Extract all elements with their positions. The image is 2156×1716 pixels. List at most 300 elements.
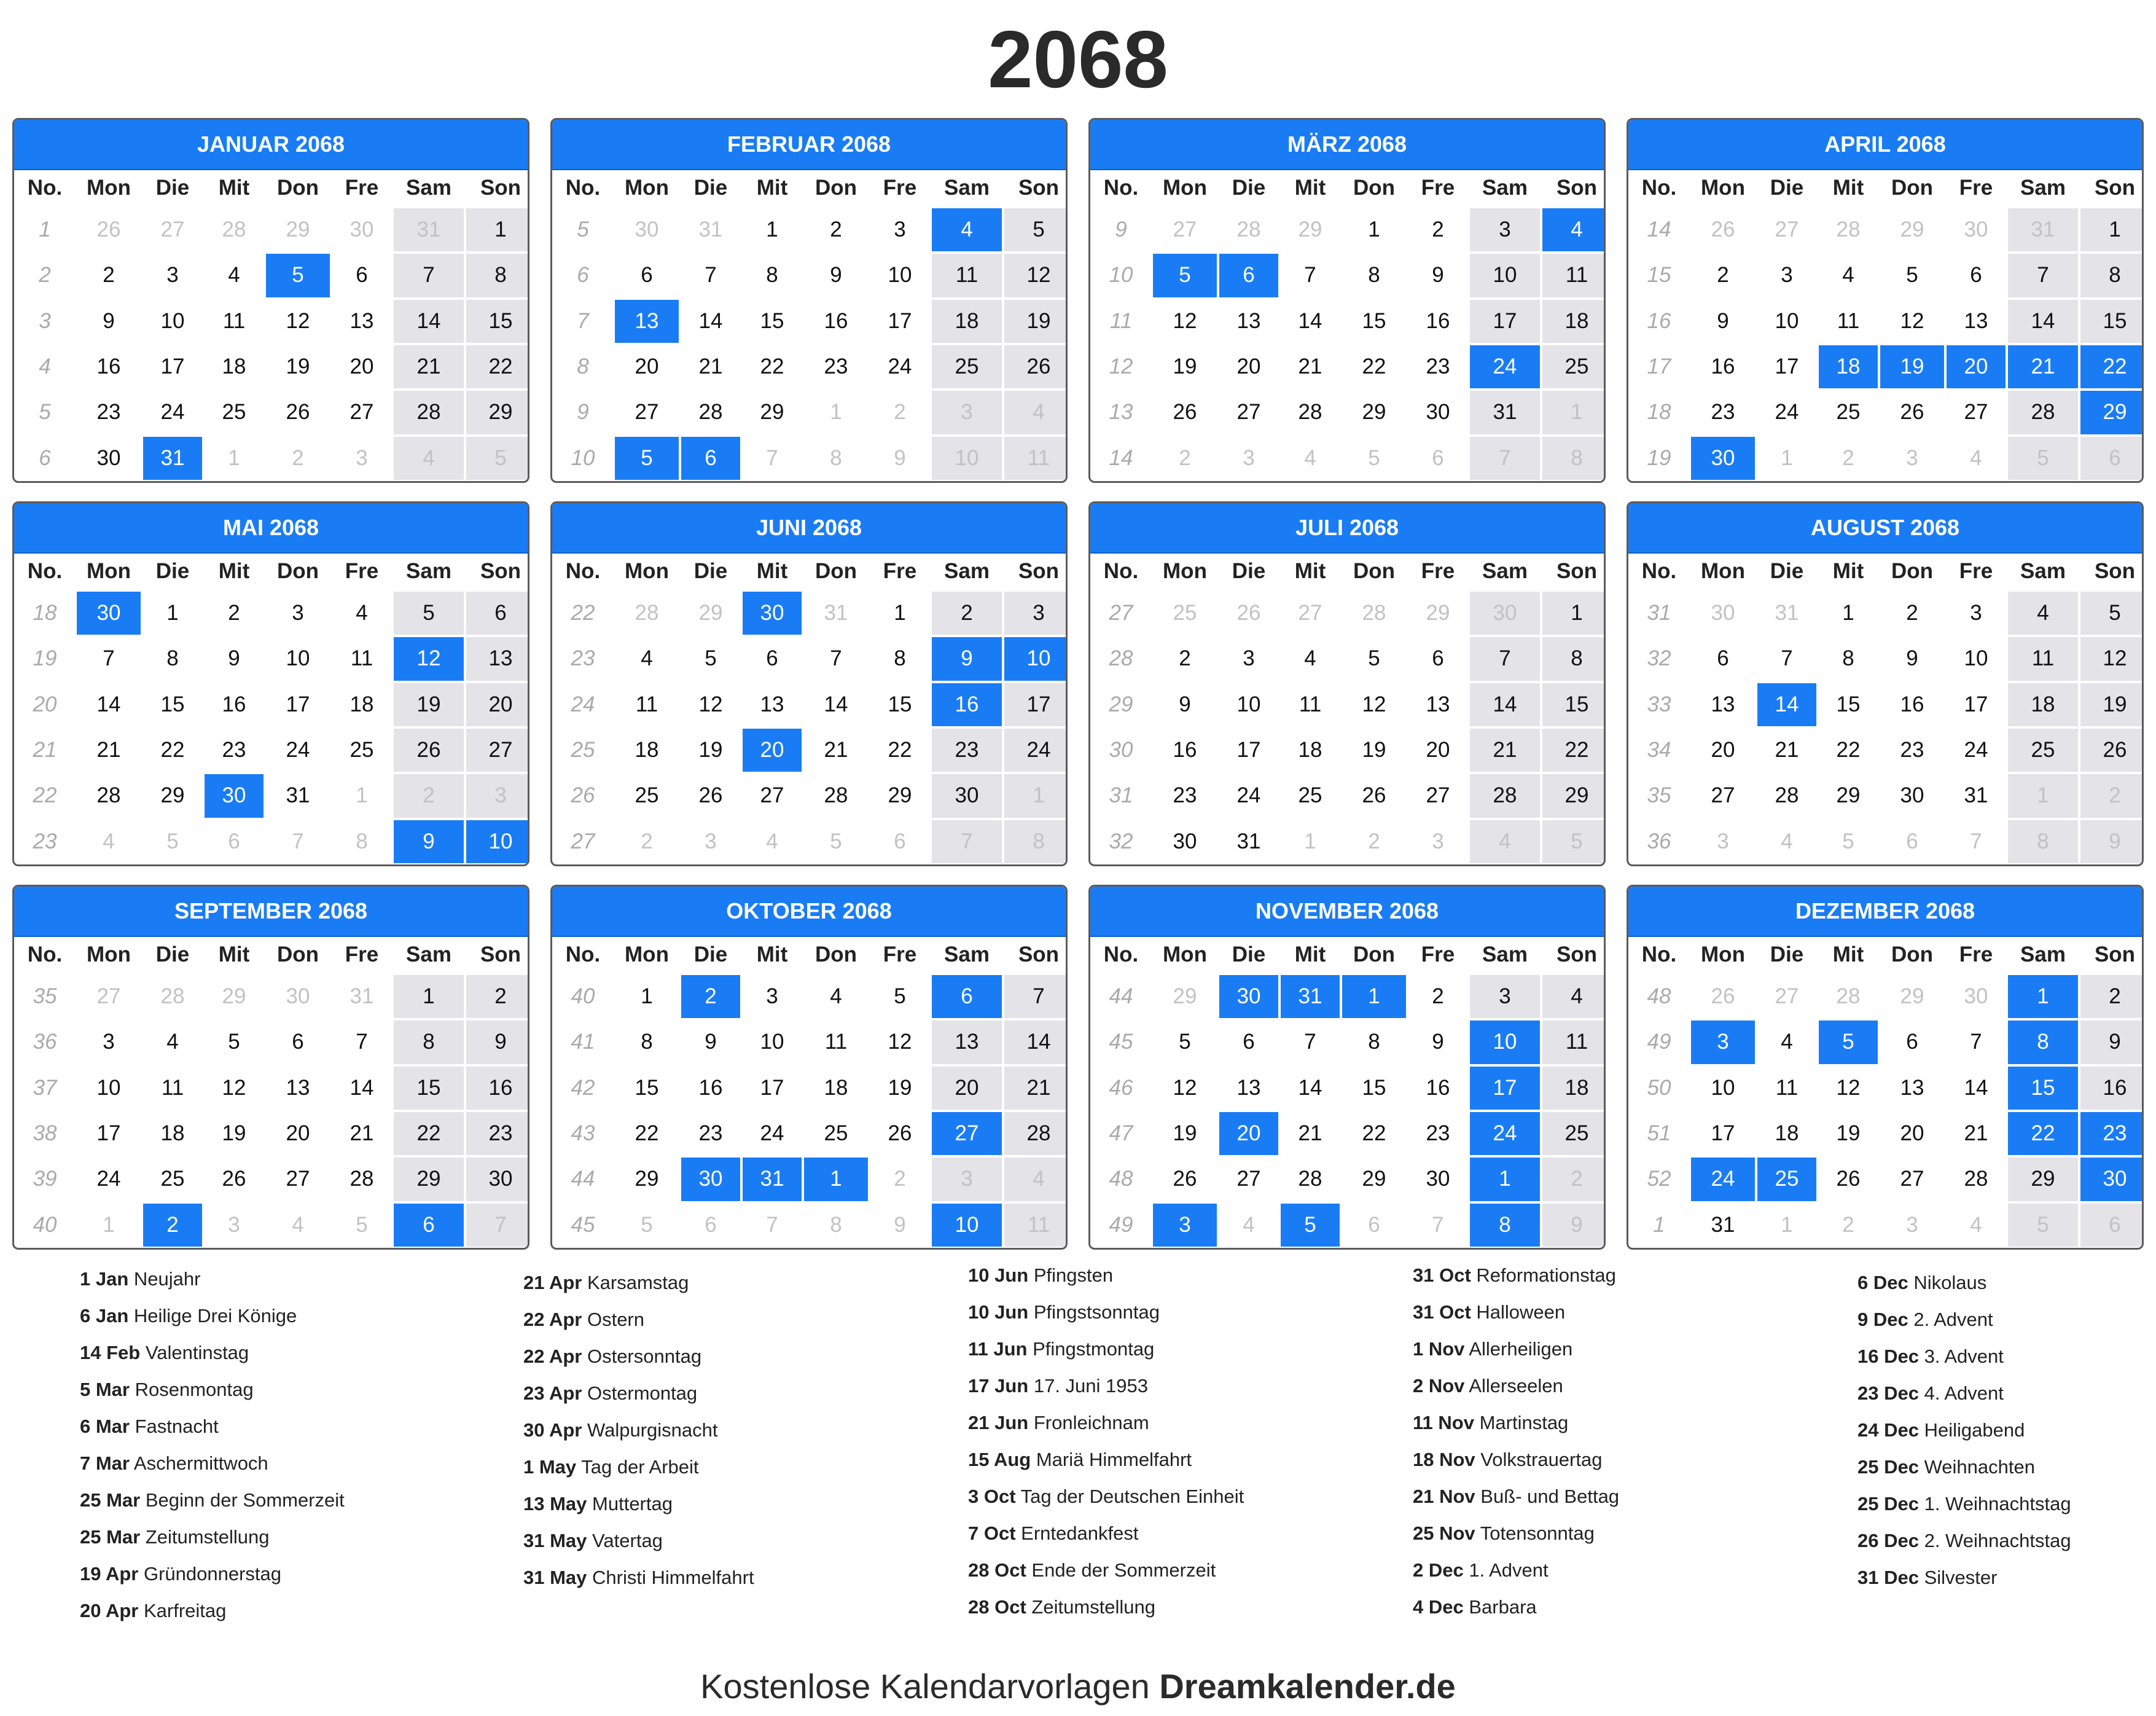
day-cell[interactable]: 8	[1819, 637, 1878, 680]
day-cell[interactable]: 14	[1757, 683, 1816, 726]
day-cell[interactable]: 27	[1947, 391, 2006, 434]
day-cell[interactable]: 23	[1408, 1112, 1467, 1155]
day-cell[interactable]: 21	[1947, 1112, 2006, 1155]
day-cell[interactable]: 9	[681, 1021, 740, 1064]
day-cell[interactable]: 3	[332, 437, 391, 480]
day-cell[interactable]: 25	[1542, 345, 1606, 388]
day-cell[interactable]: 1	[743, 208, 802, 251]
day-cell[interactable]: 30	[332, 208, 391, 251]
day-cell[interactable]: 8	[615, 1021, 679, 1064]
day-cell[interactable]: 3	[870, 208, 929, 251]
day-cell[interactable]: 15	[743, 300, 802, 343]
day-cell[interactable]: 13	[266, 1067, 330, 1110]
day-cell[interactable]: 7	[743, 1204, 802, 1247]
day-cell[interactable]: 8	[2080, 254, 2144, 297]
day-cell[interactable]: 22	[394, 1112, 464, 1155]
day-cell[interactable]: 21	[681, 345, 740, 388]
day-cell[interactable]: 5	[2008, 437, 2078, 480]
day-cell[interactable]: 25	[1757, 1158, 1816, 1201]
day-cell[interactable]: 1	[1542, 592, 1606, 635]
day-cell[interactable]: 13	[1947, 300, 2006, 343]
day-cell[interactable]: 20	[466, 683, 529, 726]
day-cell[interactable]: 1	[1470, 1158, 1540, 1201]
day-cell[interactable]: 3	[1470, 975, 1540, 1018]
day-cell[interactable]: 8	[332, 820, 391, 863]
day-cell[interactable]: 30	[2080, 1158, 2144, 1201]
day-cell[interactable]: 17	[77, 1112, 141, 1155]
day-cell[interactable]: 11	[804, 1021, 868, 1064]
day-cell[interactable]: 1	[394, 975, 464, 1018]
day-cell[interactable]: 15	[2008, 1067, 2078, 1110]
day-cell[interactable]: 2	[1819, 437, 1878, 480]
day-cell[interactable]: 19	[681, 729, 740, 772]
day-cell[interactable]: 6	[1408, 437, 1467, 480]
day-cell[interactable]: 21	[1470, 729, 1540, 772]
day-cell[interactable]: 6	[1219, 1021, 1278, 1064]
day-cell[interactable]: 10	[743, 1021, 802, 1064]
day-cell[interactable]: 11	[332, 637, 391, 680]
day-cell[interactable]: 29	[870, 774, 929, 817]
day-cell[interactable]: 1	[1819, 592, 1878, 635]
day-cell[interactable]: 27	[1691, 774, 1755, 817]
day-cell[interactable]: 9	[205, 637, 264, 680]
day-cell[interactable]: 12	[266, 300, 330, 343]
day-cell[interactable]: 29	[1880, 208, 1944, 251]
day-cell[interactable]: 3	[466, 774, 529, 817]
day-cell[interactable]: 1	[2008, 774, 2078, 817]
day-cell[interactable]: 30	[743, 592, 802, 635]
day-cell[interactable]: 3	[1004, 592, 1068, 635]
day-cell[interactable]: 19	[2080, 683, 2144, 726]
day-cell[interactable]: 30	[1408, 1158, 1467, 1201]
day-cell[interactable]: 11	[205, 300, 264, 343]
day-cell[interactable]: 16	[681, 1067, 740, 1110]
day-cell[interactable]: 31	[681, 208, 740, 251]
day-cell[interactable]: 20	[615, 345, 679, 388]
day-cell[interactable]: 15	[2080, 300, 2144, 343]
day-cell[interactable]: 13	[615, 300, 679, 343]
day-cell[interactable]: 16	[77, 345, 141, 388]
day-cell[interactable]: 15	[615, 1067, 679, 1110]
day-cell[interactable]: 3	[205, 1204, 264, 1247]
day-cell[interactable]: 28	[1342, 592, 1406, 635]
day-cell[interactable]: 21	[804, 729, 868, 772]
day-cell[interactable]: 12	[2080, 637, 2144, 680]
day-cell[interactable]: 29	[1542, 774, 1606, 817]
day-cell[interactable]: 30	[1408, 391, 1467, 434]
day-cell[interactable]: 25	[2008, 729, 2078, 772]
day-cell[interactable]: 21	[1004, 1067, 1068, 1110]
day-cell[interactable]: 24	[1947, 729, 2006, 772]
day-cell[interactable]: 30	[1470, 592, 1540, 635]
day-cell[interactable]: 16	[2080, 1067, 2144, 1110]
day-cell[interactable]: 8	[743, 254, 802, 297]
day-cell[interactable]: 13	[932, 1021, 1002, 1064]
day-cell[interactable]: 6	[615, 254, 679, 297]
day-cell[interactable]: 16	[1691, 345, 1755, 388]
day-cell[interactable]: 7	[932, 820, 1002, 863]
day-cell[interactable]: 18	[1542, 300, 1606, 343]
day-cell[interactable]: 5	[143, 820, 202, 863]
day-cell[interactable]: 19	[266, 345, 330, 388]
day-cell[interactable]: 27	[615, 391, 679, 434]
day-cell[interactable]: 31	[2008, 208, 2078, 251]
day-cell[interactable]: 3	[1880, 437, 1944, 480]
day-cell[interactable]: 12	[870, 1021, 929, 1064]
day-cell[interactable]: 5	[1542, 820, 1606, 863]
day-cell[interactable]: 29	[681, 592, 740, 635]
day-cell[interactable]: 20	[1947, 345, 2006, 388]
day-cell[interactable]: 13	[332, 300, 391, 343]
day-cell[interactable]: 31	[332, 975, 391, 1018]
day-cell[interactable]: 10	[1004, 637, 1068, 680]
day-cell[interactable]: 13	[1219, 1067, 1278, 1110]
day-cell[interactable]: 10	[870, 254, 929, 297]
day-cell[interactable]: 23	[1153, 774, 1217, 817]
day-cell[interactable]: 5	[466, 437, 529, 480]
day-cell[interactable]: 6	[1880, 820, 1944, 863]
day-cell[interactable]: 27	[77, 975, 141, 1018]
day-cell[interactable]: 15	[1342, 1067, 1406, 1110]
day-cell[interactable]: 24	[870, 345, 929, 388]
day-cell[interactable]: 20	[932, 1067, 1002, 1110]
day-cell[interactable]: 16	[932, 683, 1002, 726]
day-cell[interactable]: 11	[1004, 437, 1068, 480]
day-cell[interactable]: 11	[615, 683, 679, 726]
day-cell[interactable]: 27	[266, 1158, 330, 1201]
day-cell[interactable]: 14	[1004, 1021, 1068, 1064]
day-cell[interactable]: 5	[870, 975, 929, 1018]
day-cell[interactable]: 14	[394, 300, 464, 343]
day-cell[interactable]: 29	[2008, 1158, 2078, 1201]
day-cell[interactable]: 1	[205, 437, 264, 480]
day-cell[interactable]: 11	[1542, 1021, 1606, 1064]
day-cell[interactable]: 17	[1470, 1067, 1540, 1110]
day-cell[interactable]: 2	[2080, 975, 2144, 1018]
day-cell[interactable]: 5	[266, 254, 330, 297]
day-cell[interactable]: 22	[143, 729, 202, 772]
day-cell[interactable]: 6	[681, 437, 740, 480]
day-cell[interactable]: 4	[804, 975, 868, 1018]
day-cell[interactable]: 9	[1542, 1204, 1606, 1247]
day-cell[interactable]: 25	[143, 1158, 202, 1201]
day-cell[interactable]: 7	[1281, 254, 1340, 297]
day-cell[interactable]: 29	[266, 208, 330, 251]
day-cell[interactable]: 18	[1542, 1067, 1606, 1110]
day-cell[interactable]: 3	[1219, 637, 1278, 680]
day-cell[interactable]: 28	[681, 391, 740, 434]
day-cell[interactable]: 17	[1691, 1112, 1755, 1155]
day-cell[interactable]: 8	[1342, 1021, 1406, 1064]
day-cell[interactable]: 11	[1004, 1204, 1068, 1247]
day-cell[interactable]: 31	[1470, 391, 1540, 434]
day-cell[interactable]: 29	[1880, 975, 1944, 1018]
day-cell[interactable]: 10	[143, 300, 202, 343]
day-cell[interactable]: 20	[332, 345, 391, 388]
day-cell[interactable]: 9	[2080, 1021, 2144, 1064]
day-cell[interactable]: 21	[394, 345, 464, 388]
day-cell[interactable]: 12	[681, 683, 740, 726]
day-cell[interactable]: 1	[1757, 1204, 1816, 1247]
day-cell[interactable]: 21	[77, 729, 141, 772]
day-cell[interactable]: 28	[1819, 208, 1878, 251]
day-cell[interactable]: 1	[1342, 975, 1406, 1018]
day-cell[interactable]: 27	[1219, 1158, 1278, 1201]
day-cell[interactable]: 12	[394, 637, 464, 680]
day-cell[interactable]: 1	[466, 208, 529, 251]
day-cell[interactable]: 3	[1757, 254, 1816, 297]
day-cell[interactable]: 16	[1153, 729, 1217, 772]
day-cell[interactable]: 14	[332, 1067, 391, 1110]
day-cell[interactable]: 4	[1542, 975, 1606, 1018]
day-cell[interactable]: 3	[1153, 1204, 1217, 1247]
day-cell[interactable]: 28	[2008, 391, 2078, 434]
day-cell[interactable]: 14	[1281, 300, 1340, 343]
day-cell[interactable]: 4	[1542, 208, 1606, 251]
day-cell[interactable]: 10	[1757, 300, 1816, 343]
day-cell[interactable]: 12	[1342, 683, 1406, 726]
day-cell[interactable]: 6	[681, 1204, 740, 1247]
day-cell[interactable]: 6	[466, 592, 529, 635]
day-cell[interactable]: 3	[932, 391, 1002, 434]
day-cell[interactable]: 2	[2080, 774, 2144, 817]
day-cell[interactable]: 28	[1819, 975, 1878, 1018]
day-cell[interactable]: 9	[932, 637, 1002, 680]
day-cell[interactable]: 5	[332, 1204, 391, 1247]
day-cell[interactable]: 5	[1342, 637, 1406, 680]
day-cell[interactable]: 30	[932, 774, 1002, 817]
day-cell[interactable]: 3	[77, 1021, 141, 1064]
day-cell[interactable]: 30	[1691, 592, 1755, 635]
day-cell[interactable]: 9	[1880, 637, 1944, 680]
day-cell[interactable]: 2	[870, 391, 929, 434]
day-cell[interactable]: 12	[1819, 1067, 1878, 1110]
day-cell[interactable]: 7	[1004, 975, 1068, 1018]
day-cell[interactable]: 10	[1691, 1067, 1755, 1110]
day-cell[interactable]: 29	[205, 975, 264, 1018]
day-cell[interactable]: 15	[143, 683, 202, 726]
day-cell[interactable]: 4	[1219, 1204, 1278, 1247]
day-cell[interactable]: 5	[1004, 208, 1068, 251]
day-cell[interactable]: 6	[932, 975, 1002, 1018]
day-cell[interactable]: 28	[804, 774, 868, 817]
day-cell[interactable]: 17	[143, 345, 202, 388]
day-cell[interactable]: 31	[804, 592, 868, 635]
day-cell[interactable]: 14	[77, 683, 141, 726]
day-cell[interactable]: 11	[1281, 683, 1340, 726]
day-cell[interactable]: 22	[2080, 345, 2144, 388]
day-cell[interactable]: 20	[266, 1112, 330, 1155]
day-cell[interactable]: 23	[205, 729, 264, 772]
day-cell[interactable]: 18	[932, 300, 1002, 343]
day-cell[interactable]: 7	[1408, 1204, 1467, 1247]
day-cell[interactable]: 5	[1819, 1021, 1878, 1064]
day-cell[interactable]: 15	[1542, 683, 1606, 726]
day-cell[interactable]: 7	[1281, 1021, 1340, 1064]
day-cell[interactable]: 31	[1219, 820, 1278, 863]
day-cell[interactable]: 10	[932, 1204, 1002, 1247]
day-cell[interactable]: 26	[870, 1112, 929, 1155]
day-cell[interactable]: 29	[743, 391, 802, 434]
day-cell[interactable]: 19	[1153, 1112, 1217, 1155]
day-cell[interactable]: 31	[266, 774, 330, 817]
day-cell[interactable]: 4	[932, 208, 1002, 251]
day-cell[interactable]: 3	[143, 254, 202, 297]
day-cell[interactable]: 6	[1947, 254, 2006, 297]
day-cell[interactable]: 5	[1153, 254, 1217, 297]
day-cell[interactable]: 10	[266, 637, 330, 680]
day-cell[interactable]: 6	[870, 820, 929, 863]
day-cell[interactable]: 26	[1691, 975, 1755, 1018]
day-cell[interactable]: 2	[1153, 437, 1217, 480]
day-cell[interactable]: 31	[1757, 592, 1816, 635]
day-cell[interactable]: 14	[1947, 1067, 2006, 1110]
day-cell[interactable]: 18	[332, 683, 391, 726]
day-cell[interactable]: 3	[743, 975, 802, 1018]
day-cell[interactable]: 15	[1342, 300, 1406, 343]
day-cell[interactable]: 25	[804, 1112, 868, 1155]
day-cell[interactable]: 21	[1757, 729, 1816, 772]
day-cell[interactable]: 29	[615, 1158, 679, 1201]
day-cell[interactable]: 2	[1880, 592, 1944, 635]
day-cell[interactable]: 29	[1342, 391, 1406, 434]
day-cell[interactable]: 18	[804, 1067, 868, 1110]
day-cell[interactable]: 2	[266, 437, 330, 480]
day-cell[interactable]: 27	[932, 1112, 1002, 1155]
day-cell[interactable]: 12	[1153, 300, 1217, 343]
day-cell[interactable]: 17	[1757, 345, 1816, 388]
day-cell[interactable]: 27	[1281, 592, 1340, 635]
day-cell[interactable]: 6	[394, 1204, 464, 1247]
day-cell[interactable]: 26	[77, 208, 141, 251]
day-cell[interactable]: 30	[77, 437, 141, 480]
day-cell[interactable]: 26	[1691, 208, 1755, 251]
day-cell[interactable]: 4	[1947, 437, 2006, 480]
day-cell[interactable]: 9	[394, 820, 464, 863]
day-cell[interactable]: 27	[1408, 774, 1467, 817]
day-cell[interactable]: 31	[394, 208, 464, 251]
day-cell[interactable]: 7	[1757, 637, 1816, 680]
day-cell[interactable]: 7	[332, 1021, 391, 1064]
day-cell[interactable]: 22	[743, 345, 802, 388]
day-cell[interactable]: 5	[205, 1021, 264, 1064]
day-cell[interactable]: 25	[1281, 774, 1340, 817]
day-cell[interactable]: 25	[332, 729, 391, 772]
day-cell[interactable]: 29	[1281, 208, 1340, 251]
day-cell[interactable]: 1	[143, 592, 202, 635]
day-cell[interactable]: 9	[2080, 820, 2144, 863]
day-cell[interactable]: 14	[2008, 300, 2078, 343]
day-cell[interactable]: 4	[1757, 820, 1816, 863]
day-cell[interactable]: 25	[205, 391, 264, 434]
day-cell[interactable]: 4	[1281, 437, 1340, 480]
day-cell[interactable]: 23	[932, 729, 1002, 772]
day-cell[interactable]: 17	[266, 683, 330, 726]
day-cell[interactable]: 3	[1219, 437, 1278, 480]
day-cell[interactable]: 14	[1281, 1067, 1340, 1110]
day-cell[interactable]: 7	[681, 254, 740, 297]
day-cell[interactable]: 18	[143, 1112, 202, 1155]
day-cell[interactable]: 30	[1880, 774, 1944, 817]
day-cell[interactable]: 27	[1757, 975, 1816, 1018]
day-cell[interactable]: 28	[394, 391, 464, 434]
day-cell[interactable]: 24	[143, 391, 202, 434]
day-cell[interactable]: 16	[1408, 1067, 1467, 1110]
day-cell[interactable]: 15	[394, 1067, 464, 1110]
day-cell[interactable]: 19	[870, 1067, 929, 1110]
day-cell[interactable]: 2	[1153, 637, 1217, 680]
day-cell[interactable]: 28	[1470, 774, 1540, 817]
day-cell[interactable]: 9	[870, 437, 929, 480]
day-cell[interactable]: 22	[615, 1112, 679, 1155]
day-cell[interactable]: 9	[1153, 683, 1217, 726]
day-cell[interactable]: 14	[804, 683, 868, 726]
day-cell[interactable]: 30	[1947, 975, 2006, 1018]
day-cell[interactable]: 4	[77, 820, 141, 863]
day-cell[interactable]: 4	[1470, 820, 1540, 863]
day-cell[interactable]: 1	[2008, 975, 2078, 1018]
day-cell[interactable]: 4	[615, 637, 679, 680]
day-cell[interactable]: 27	[1757, 208, 1816, 251]
day-cell[interactable]: 26	[266, 391, 330, 434]
day-cell[interactable]: 2	[1342, 820, 1406, 863]
day-cell[interactable]: 1	[77, 1204, 141, 1247]
day-cell[interactable]: 20	[1219, 1112, 1278, 1155]
day-cell[interactable]: 3	[1691, 820, 1755, 863]
day-cell[interactable]: 30	[266, 975, 330, 1018]
day-cell[interactable]: 2	[1819, 1204, 1878, 1247]
day-cell[interactable]: 20	[1219, 345, 1278, 388]
day-cell[interactable]: 1	[1281, 820, 1340, 863]
day-cell[interactable]: 3	[266, 592, 330, 635]
day-cell[interactable]: 23	[2080, 1112, 2144, 1155]
day-cell[interactable]: 30	[615, 208, 679, 251]
day-cell[interactable]: 10	[932, 437, 1002, 480]
day-cell[interactable]: 7	[1470, 437, 1540, 480]
day-cell[interactable]: 30	[205, 774, 264, 817]
day-cell[interactable]: 28	[1947, 1158, 2006, 1201]
day-cell[interactable]: 4	[1004, 391, 1068, 434]
day-cell[interactable]: 24	[1004, 729, 1068, 772]
day-cell[interactable]: 10	[77, 1067, 141, 1110]
day-cell[interactable]: 26	[1342, 774, 1406, 817]
day-cell[interactable]: 24	[1757, 391, 1816, 434]
day-cell[interactable]: 4	[205, 254, 264, 297]
day-cell[interactable]: 11	[932, 254, 1002, 297]
day-cell[interactable]: 4	[143, 1021, 202, 1064]
day-cell[interactable]: 27	[1219, 391, 1278, 434]
day-cell[interactable]: 7	[1947, 1021, 2006, 1064]
day-cell[interactable]: 1	[1542, 391, 1606, 434]
day-cell[interactable]: 31	[1691, 1204, 1755, 1247]
day-cell[interactable]: 28	[1281, 391, 1340, 434]
day-cell[interactable]: 5	[2080, 592, 2144, 635]
day-cell[interactable]: 6	[1219, 254, 1278, 297]
day-cell[interactable]: 18	[1757, 1112, 1816, 1155]
day-cell[interactable]: 8	[1470, 1204, 1540, 1247]
day-cell[interactable]: 23	[77, 391, 141, 434]
day-cell[interactable]: 19	[1880, 345, 1944, 388]
day-cell[interactable]: 26	[205, 1158, 264, 1201]
day-cell[interactable]: 2	[1408, 975, 1467, 1018]
day-cell[interactable]: 17	[1219, 729, 1278, 772]
day-cell[interactable]: 28	[1757, 774, 1816, 817]
day-cell[interactable]: 9	[1691, 300, 1755, 343]
day-cell[interactable]: 26	[1153, 391, 1217, 434]
day-cell[interactable]: 5	[804, 820, 868, 863]
day-cell[interactable]: 17	[743, 1067, 802, 1110]
day-cell[interactable]: 29	[1408, 592, 1467, 635]
